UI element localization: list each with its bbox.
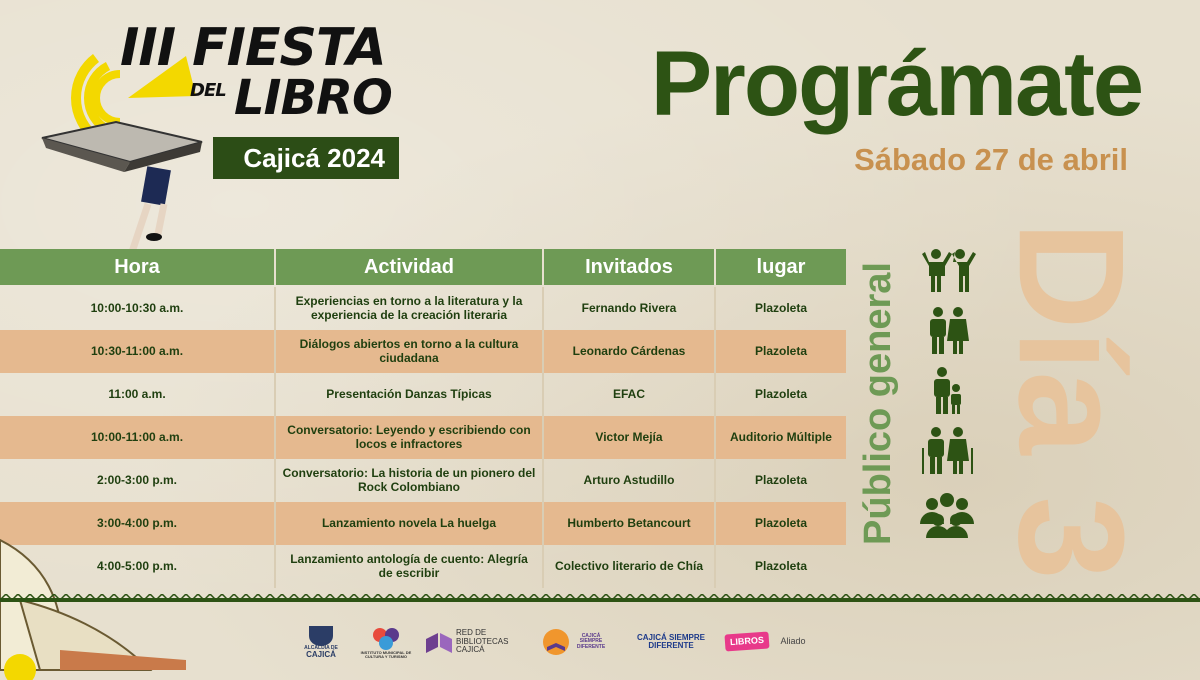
cell-actividad: Lanzamiento antología de cuento: Alegría de escribir	[276, 545, 544, 588]
cell-hora: 2:00-3:00 p.m.	[0, 459, 276, 502]
cell-hora: 3:00-4:00 p.m.	[0, 502, 276, 545]
table-row	[0, 459, 846, 502]
sponsor-cajica-logo-name: CAJICÁ SIEMPRE DIFERENTE	[576, 633, 606, 650]
open-book-legs-icon	[40, 116, 210, 266]
cell-invitados: Humberto Betancourt	[544, 502, 716, 545]
cell-invitados: Victor Mejía	[544, 416, 716, 459]
table-row	[0, 330, 846, 373]
cell-invitados: Arturo Astudillo	[544, 459, 716, 502]
event-date: Sábado 27 de abril	[854, 142, 1128, 177]
cell-lugar: Plazoleta	[754, 472, 808, 487]
logo-city-banner: Cajicá 2024	[213, 137, 399, 179]
table-row	[0, 287, 846, 330]
sponsor-alcaldia	[298, 620, 344, 664]
sponsor-alcaldia-name: CAJICÁ	[306, 650, 336, 660]
table-row	[0, 373, 846, 416]
cell-actividad: Presentación Danzas Típicas	[276, 373, 544, 416]
page-title: Prográmate	[650, 33, 1142, 135]
cell-actividad: Conversatorio: La historia de un pionero del Rock Colombiano	[276, 459, 544, 502]
logo-title-del: DEL	[190, 80, 226, 101]
cell-actividad: Conversatorio: Leyendo y escribiendo con locos e infractores	[276, 416, 544, 459]
logo-title-libro: LIBRO	[234, 70, 392, 126]
day-label	[976, 220, 1166, 580]
cell-hora: 10:30-11:00 a.m.	[0, 330, 276, 373]
parent-child-icon	[918, 366, 976, 416]
cell-lugar: Plazoleta	[754, 386, 808, 401]
logo-title-line1: III FIESTA	[120, 18, 386, 78]
day-text: Día 3	[987, 220, 1156, 580]
cell-actividad: Experiencias en torno a la literatura y la experiencia de la creación literaria	[276, 287, 544, 330]
header-invitados: Invitados	[544, 249, 716, 285]
children-icon	[918, 246, 976, 296]
sponsor-libros	[722, 620, 772, 664]
table-header	[0, 249, 846, 285]
table-row	[0, 416, 846, 459]
book-lamp-icon	[541, 627, 571, 657]
sponsor-cajica-diferente: CAJICÁ SIEMPRE DIFERENTE	[636, 632, 705, 650]
cell-invitados: EFAC	[544, 373, 716, 416]
header-actividad: Actividad	[276, 249, 544, 285]
ally-label: Aliado	[780, 636, 806, 647]
cell-lugar: Plazoleta	[754, 558, 808, 573]
sponsor-libros-name: LIBROS	[724, 632, 769, 652]
audience-text: Público general	[856, 261, 899, 545]
cell-lugar: Plazoleta	[754, 343, 808, 358]
sponsor-alcaldia-sub: ALCALDÍA DE	[304, 645, 338, 652]
elderly-icon	[918, 426, 976, 476]
cell-hora: 10:00-11:00 a.m.	[0, 416, 276, 459]
cell-hora: 4:00-5:00 p.m.	[0, 545, 276, 588]
sponsor-instituto	[360, 620, 412, 664]
cell-lugar: Plazoleta	[754, 300, 808, 315]
coat-of-arms-icon	[307, 624, 335, 646]
cell-hora: 10:00-10:30 a.m.	[0, 287, 276, 330]
sponsor-red-bibliotecas-name: RED DE BIBLIOTECAS CAJICÁ	[456, 628, 509, 655]
cell-invitados: Colectivo literario de Chía	[544, 545, 716, 588]
cell-lugar: Auditorio Múltiple	[730, 429, 832, 444]
culture-logo-icon	[368, 625, 404, 651]
header-hora: Hora	[0, 249, 276, 285]
group-icon	[918, 490, 976, 540]
sponsor-red-bibliotecas	[424, 620, 524, 664]
sponsor-cajica-logo	[538, 620, 614, 664]
cell-lugar: Plazoleta	[754, 515, 808, 530]
header-lugar: lugar	[756, 255, 806, 278]
adults-icon	[918, 306, 976, 356]
audience-label	[848, 251, 908, 555]
sponsor-instituto-name: INSTITUTO MUNICIPAL DE CULTURA Y TURISMO	[360, 649, 412, 659]
decorative-border	[0, 594, 1200, 606]
cell-actividad: Diálogos abiertos en torno a la cultura ciudadana	[276, 330, 544, 373]
cell-hora: 11:00 a.m.	[0, 373, 276, 416]
cell-invitados: Leonardo Cárdenas	[544, 330, 716, 373]
cell-invitados: Fernando Rivera	[544, 287, 716, 330]
cell-actividad: Lanzamiento novela La huelga	[276, 502, 544, 545]
library-book-icon	[424, 627, 454, 657]
